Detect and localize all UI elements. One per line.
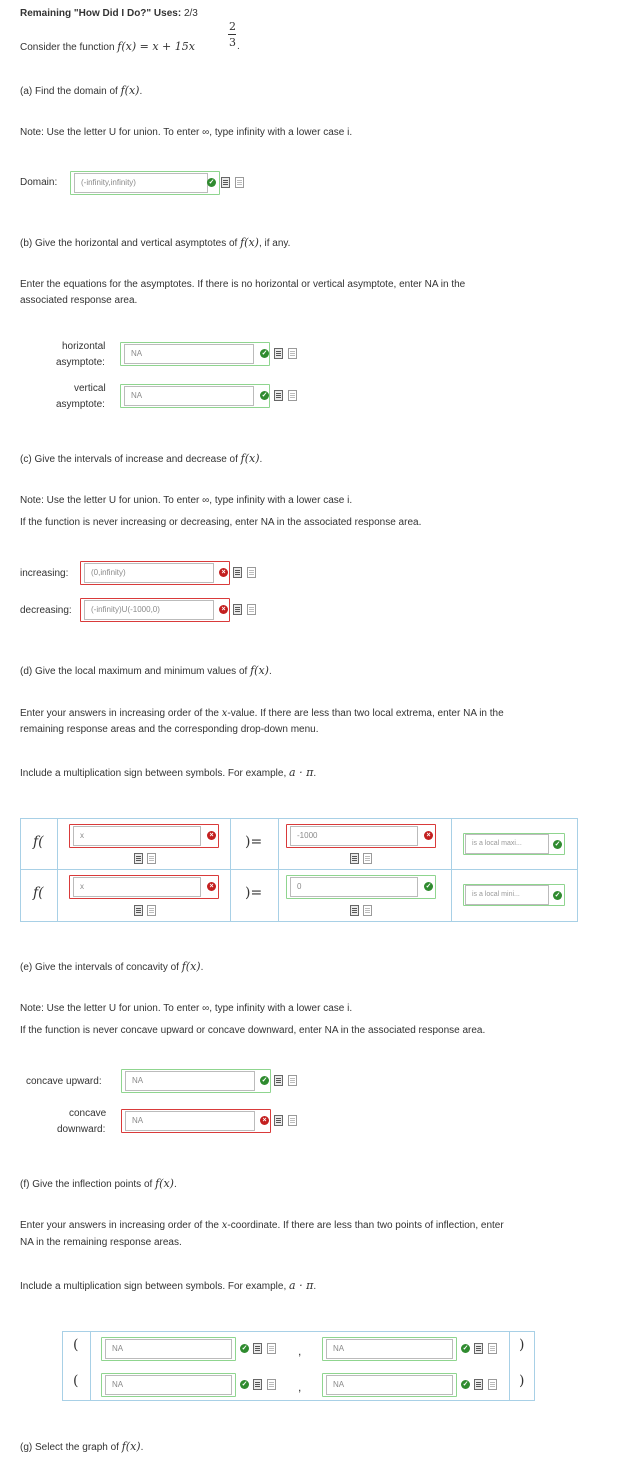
part-c-question: (c) Give the intervals of increase and decrease of f(x). — [20, 452, 263, 465]
help-document-icon[interactable] — [488, 1379, 497, 1390]
intro-label: Consider the function — [20, 42, 118, 53]
extrema-table-col-divider — [57, 818, 58, 922]
correct-check-icon: ✓ — [241, 1345, 248, 1352]
help-document-icon[interactable] — [267, 1343, 276, 1354]
extrema-x-input[interactable]: x — [73, 826, 201, 846]
part-a-question: (a) Find the domain of f(x). — [20, 84, 143, 97]
function-formula: f(x) = x + 15x — [117, 40, 195, 53]
part-d-mult-label: Include a multiplication sign between symbols. For example, — [20, 768, 290, 779]
part-b-instructions-1: Enter the equations for the asymptotes. If there is no horizontal or vertical asymptote, enter NA in the — [20, 279, 466, 290]
part-e-note2: If the function is never concave upward or concave downward, enter NA in the associated response area. — [20, 1025, 486, 1036]
part-d-fx: f(x) — [250, 664, 269, 677]
part-d-instr-a: Enter your answers in increasing order of the — [20, 708, 222, 719]
help-document-icon[interactable] — [147, 905, 156, 916]
part-g-question — [20, 1440, 143, 1453]
part-f-instr-b: -coordinate. If there are less than two points of inflection, enter — [227, 1220, 504, 1231]
part-f-mult-note: Include a multiplication sign between symbols. For example, a · π. — [20, 1279, 317, 1292]
help-document-icon[interactable] — [488, 1343, 497, 1354]
help-document-icon[interactable] — [235, 177, 244, 188]
help-document-icon[interactable] — [288, 1115, 297, 1126]
help-document-icon[interactable] — [288, 390, 297, 401]
part-a-note: Note: Use the letter U for union. To enter ∞, type infinity with a lower case i. — [20, 127, 353, 138]
part-f-instr-x: x — [221, 1220, 228, 1231]
correct-check-icon: ✓ — [462, 1381, 469, 1388]
extrema-table-row-divider — [20, 869, 578, 870]
correct-check-icon: ✓ — [554, 841, 561, 848]
remaining-value: 2/3 — [183, 8, 198, 19]
part-d-question: (d) Give the local maximum and minimum values of f(x). — [20, 664, 272, 677]
symbol-palette-icon[interactable] — [274, 390, 283, 401]
help-document-icon[interactable] — [363, 853, 372, 864]
part-b-fx: f(x) — [240, 236, 259, 249]
exponent-denominator: 3 — [229, 36, 236, 49]
part-b-question — [20, 236, 290, 249]
correct-check-icon: ✓ — [241, 1381, 248, 1388]
extrema-type-select[interactable]: is a local mini... — [465, 885, 549, 905]
part-d-mult-note: Include a multiplication sign between symbols. For example, a · π. — [20, 766, 317, 779]
part-d-instructions-1 — [20, 708, 504, 719]
exponent-fraction-bar — [228, 34, 236, 35]
part-g-label: (g) Select the graph of — [20, 1442, 122, 1453]
part-g-period: . — [140, 1442, 144, 1453]
symbol-palette-icon[interactable] — [474, 1343, 483, 1354]
correct-check-icon: ✓ — [554, 892, 561, 899]
symbol-palette-icon[interactable] — [474, 1379, 483, 1390]
horizontal-label-1: horizontal — [62, 341, 106, 352]
part-a-label: (a) Find the domain of — [20, 86, 121, 97]
concave-up-label: concave upward: — [26, 1076, 102, 1087]
inflection-close-paren: ) — [519, 1373, 525, 1389]
concave-down-label-1: concave — [69, 1108, 107, 1119]
extrema-f-open: f( — [33, 885, 44, 901]
help-document-icon[interactable] — [288, 1075, 297, 1086]
intro-period: . — [237, 41, 240, 52]
incorrect-x-icon: × — [219, 605, 228, 614]
part-e-fx: f(x) — [181, 960, 201, 973]
symbol-palette-icon[interactable] — [233, 567, 242, 578]
part-b-instructions-2: associated response area. — [20, 295, 138, 306]
symbol-palette-icon[interactable] — [134, 853, 143, 864]
part-f-question: (f) Give the inflection points of f(x). — [20, 1177, 177, 1190]
increasing-label: increasing: — [20, 568, 69, 579]
part-f-label: (f) Give the inflection points of — [20, 1179, 156, 1190]
inflection-table-col-divider — [509, 1331, 510, 1401]
extrema-table-col-divider — [451, 818, 452, 922]
extrema-table-col-divider — [230, 818, 231, 922]
domain-input[interactable]: (-infinity,infinity) — [74, 173, 208, 193]
incorrect-x-icon: × — [207, 831, 216, 840]
decreasing-label: decreasing: — [20, 605, 72, 616]
incorrect-x-icon: × — [207, 882, 216, 891]
correct-check-icon: ✓ — [208, 179, 215, 186]
extrema-value-input[interactable]: -1000 — [290, 826, 418, 846]
help-document-icon[interactable] — [247, 567, 256, 578]
incorrect-x-icon: × — [219, 568, 228, 577]
inflection-table-col-divider — [90, 1331, 91, 1401]
part-f-instructions-2: NA in the remaining response areas. — [20, 1237, 182, 1248]
exponent-numerator: 2 — [229, 20, 236, 33]
vertical-label-2: asymptote: — [56, 399, 105, 410]
inflection-y-input[interactable]: NA — [326, 1339, 453, 1359]
part-d-label: (d) Give the local maximum and minimum values of — [20, 666, 251, 677]
extrema-x-input[interactable]: x — [73, 877, 201, 897]
extrema-equals: )= — [245, 885, 263, 901]
symbol-palette-icon[interactable] — [134, 905, 143, 916]
help-document-icon[interactable] — [267, 1379, 276, 1390]
inflection-close-paren: ) — [519, 1337, 525, 1353]
correct-check-icon: ✓ — [261, 350, 268, 357]
correct-check-icon: ✓ — [425, 883, 432, 890]
increasing-input[interactable]: (0,infinity) — [84, 563, 214, 583]
part-b-tail: , if any. — [258, 238, 291, 249]
remaining-label: Remaining "How Did I Do?" Uses: — [20, 8, 182, 19]
extrema-equals: )= — [245, 834, 263, 850]
vertical-label-1: vertical — [74, 383, 106, 394]
inflection-comma: , — [298, 1380, 302, 1394]
part-e-question: (e) Give the intervals of concavity of f(x). — [20, 960, 204, 973]
symbol-palette-icon[interactable] — [233, 604, 242, 615]
part-f-instructions-1 — [20, 1220, 504, 1231]
symbol-palette-icon[interactable] — [274, 1075, 283, 1086]
incorrect-x-icon: × — [424, 831, 433, 840]
part-f-fx: f(x) — [155, 1177, 174, 1190]
symbol-palette-icon[interactable] — [253, 1379, 262, 1390]
correct-check-icon: ✓ — [462, 1345, 469, 1352]
inflection-x-input[interactable]: NA — [105, 1339, 232, 1359]
extrema-value-input[interactable]: 0 — [290, 877, 418, 897]
symbol-palette-icon[interactable] — [274, 348, 283, 359]
part-f-mult-label: Include a multiplication sign between symbols. For example, — [20, 1281, 290, 1292]
intro-text — [20, 40, 195, 53]
help-document-icon[interactable] — [247, 604, 256, 615]
part-d-instructions-2: remaining response areas and the corresponding drop-down menu. — [20, 724, 319, 735]
horizontal-label-2: asymptote: — [56, 357, 105, 368]
part-a-fx: f(x) — [120, 84, 140, 97]
extrema-type-select[interactable]: is a local maxi... — [465, 834, 549, 854]
symbol-palette-icon[interactable] — [274, 1115, 283, 1126]
correct-check-icon: ✓ — [261, 392, 268, 399]
symbol-palette-icon[interactable] — [350, 905, 359, 916]
part-f-instr-a: Enter your answers in increasing order of the — [20, 1220, 222, 1231]
extrema-f-open: f( — [33, 834, 44, 850]
incorrect-x-icon: × — [260, 1116, 269, 1125]
part-c-note: Note: Use the letter U for union. To enter ∞, type infinity with a lower case i. — [20, 495, 353, 506]
symbol-palette-icon[interactable] — [221, 177, 230, 188]
part-e-note: Note: Use the letter U for union. To enter ∞, type infinity with a lower case i. — [20, 1003, 353, 1014]
part-g-fx: f(x) — [121, 1440, 141, 1453]
part-e-label: (e) Give the intervals of concavity of — [20, 962, 182, 973]
part-d-instr-b: -value. If there are less than two local extrema, enter NA in the — [227, 708, 504, 719]
help-document-icon[interactable] — [363, 905, 372, 916]
inflection-y-input[interactable]: NA — [326, 1375, 453, 1395]
symbol-palette-icon[interactable] — [350, 853, 359, 864]
part-c-note2: If the function is never increasing or decreasing, enter NA in the associated response area. — [20, 517, 422, 528]
domain-label: Domain: — [20, 177, 58, 188]
inflection-open-paren: ( — [73, 1373, 79, 1389]
inflection-comma: , — [298, 1344, 302, 1358]
part-c-label: (c) Give the intervals of increase and decrease of — [20, 454, 241, 465]
part-b-label: (b) Give the horizontal and vertical asymptotes of — [20, 238, 241, 249]
concave-up-input[interactable]: NA — [125, 1071, 255, 1091]
part-f-mult-example: a · π — [289, 1279, 314, 1292]
correct-check-icon: ✓ — [261, 1077, 268, 1084]
concave-down-label-2: downward: — [57, 1124, 106, 1135]
inflection-x-input[interactable]: NA — [105, 1375, 232, 1395]
part-d-instr-x: x — [221, 708, 228, 719]
inflection-open-paren: ( — [73, 1337, 79, 1353]
help-document-icon[interactable] — [147, 853, 156, 864]
vertical-asymptote-input[interactable]: NA — [124, 386, 254, 406]
part-d-mult-example: a · π — [289, 766, 314, 779]
symbol-palette-icon[interactable] — [253, 1343, 262, 1354]
concave-down-input[interactable]: NA — [125, 1111, 255, 1131]
part-c-fx: f(x) — [240, 452, 260, 465]
remaining-uses — [20, 8, 198, 19]
decreasing-input[interactable]: (-infinity)U(-1000,0) — [84, 600, 214, 620]
horizontal-asymptote-input[interactable]: NA — [124, 344, 254, 364]
help-document-icon[interactable] — [288, 348, 297, 359]
extrema-table-col-divider — [278, 818, 279, 922]
